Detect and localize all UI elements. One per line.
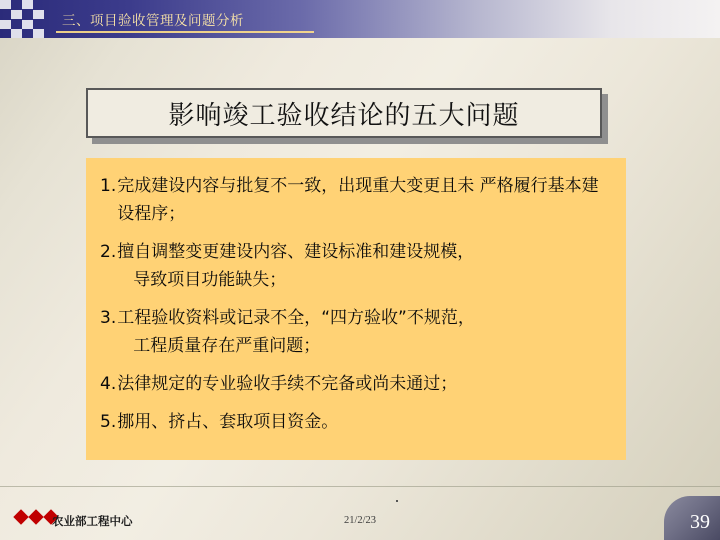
list-item-line1: 擅自调整变更建设内容、建设标准和建设规模， xyxy=(117,242,475,262)
list-item xyxy=(100,408,610,436)
footer-dot xyxy=(396,500,398,502)
list-item xyxy=(100,304,610,360)
list-item xyxy=(100,370,610,398)
footer-organization: 农业部工程中心 xyxy=(52,514,133,528)
list-item-text xyxy=(117,370,610,398)
list-item-number: 1. xyxy=(100,176,117,196)
list-item-text xyxy=(117,238,610,294)
section-title: 三、项目验收管理及问题分析 xyxy=(62,13,244,29)
list-item-number: 2. xyxy=(100,242,117,262)
list-item-line1: 工程验收资料或记录不全，“四方验收”不规范， xyxy=(117,308,475,328)
list-item-line2: 工程质量存在严重问题； xyxy=(133,336,321,356)
list-item xyxy=(100,238,610,294)
footer-divider xyxy=(0,486,720,487)
list-item-text xyxy=(117,304,610,360)
title-box xyxy=(86,88,602,138)
header-band xyxy=(0,0,720,38)
content-box xyxy=(86,158,626,460)
page-number: 39 xyxy=(690,511,710,533)
header-underline xyxy=(56,31,314,33)
checker-decoration-icon xyxy=(0,0,46,38)
list-item-line1: 完成建设内容与批复不一致，出现重大变更且未 xyxy=(117,176,475,196)
page-title: 影响竣工验收结论的五大问题 xyxy=(168,100,520,131)
list-item-line1: 法律规定的专业验收手续不完备或尚未通过； xyxy=(117,374,458,394)
list-item-text xyxy=(117,172,610,228)
footer-date: 21/2/23 xyxy=(343,515,377,526)
list-item-text xyxy=(117,408,610,436)
list-item-number: 3. xyxy=(100,308,117,328)
list-item-number: 4. xyxy=(100,374,117,394)
list-item xyxy=(100,172,610,228)
list-item-line2: 导致项目功能缺失； xyxy=(133,270,287,290)
list-item-number: 5. xyxy=(100,412,117,432)
list-item-line1: 挪用、挤占、套取项目资金。 xyxy=(117,412,339,432)
list-item-line2: 严格履行基本建设程序； xyxy=(117,176,599,224)
